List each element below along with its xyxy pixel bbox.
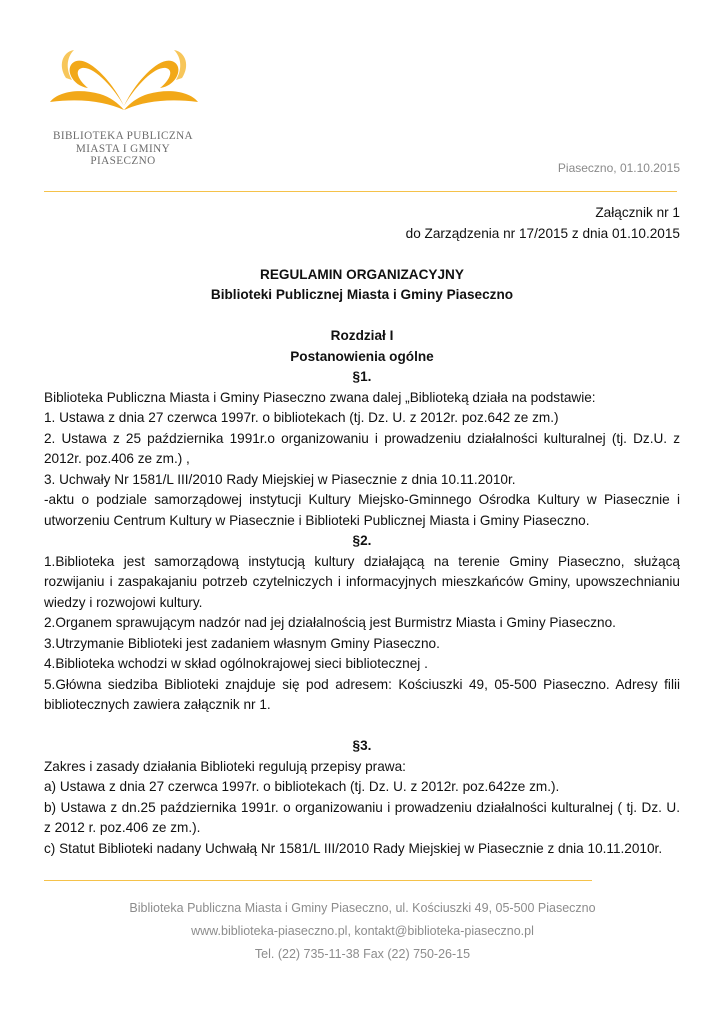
section-heading: §3.: [352, 738, 372, 753]
paragraph: 3. Uchwały Nr 1581/L III/2010 Rady Miejskiej w Piasecznie z dnia 10.11.2010r.: [44, 471, 516, 487]
section-heading: §1.: [352, 369, 372, 384]
paragraph: c) Statut Biblioteki nadany Uchwałą Nr 1581/L III/2010 Rady Miejskiej w Piasecznie z dnia 10.11.2010r.: [44, 840, 663, 856]
paragraph: a) Ustawa z dnia 27 czerwca 1997r. o bibliotekach (tj. Dz. U. z 2012r. poz.642ze zm.).: [44, 779, 560, 794]
footer-phone: Tel. (22) 735-11-38 Fax (22) 750-26-15: [254, 947, 471, 961]
footer-address: Biblioteka Publiczna Miasta i Gminy Piaseczno, ul. Kościuszki 49, 05-500 Piaseczno: [129, 901, 596, 915]
footer-divider: [44, 880, 592, 881]
library-logo: [38, 44, 208, 179]
paragraph: 5.Główna siedziba Biblioteki znajduje się pod adresem: Kościuszki 49, 05-500 Piaseczno. Adresy filii bibliotecznych zawiera załącznik nr 1.: [44, 676, 680, 712]
logo-line-1: BIBLIOTEKA PUBLICZNA: [52, 130, 194, 142]
footer-web-email: www.biblioteka-piaseczno.pl, kontakt@biblioteka-piaseczno.pl: [191, 924, 534, 938]
paragraph: 3.Utrzymanie Biblioteki jest zadaniem własnym Gminy Piaseczno.: [44, 635, 440, 651]
annex-line-2: do Zarządzenia nr 17/2015 z dnia 01.10.2015: [405, 225, 680, 241]
page-footer: [0, 897, 725, 966]
open-book-heart-icon: [44, 44, 204, 116]
document-title: REGULAMIN ORGANIZACYJNY: [260, 266, 464, 282]
header-divider: [44, 191, 677, 192]
document-subtitle: Biblioteki Publicznej Miasta i Gminy Piaseczno: [210, 287, 514, 302]
paragraph: -aktu o podziale samorządowej instytucji Kultury Miejsko-Gminnego Ośrodka Kultury w Piasecznie i utworzeniu Centrum Kultury w Piasecznie i Biblioteki Publicznej Miasta i Gminy Piaseczno.: [44, 492, 680, 528]
paragraph: 1.Biblioteka jest samorządową instytucją kultury działającą na terenie Gminy Piaseczno, służącą rozwijaniu i zaspakajaniu potrzeb czytelniczych i informacyjnych mieszkańców Gminy, upowszechnianiu wiedzy i rozwojowi kultury.: [44, 553, 680, 610]
paragraph: 2.Organem sprawującym nadzór nad jej działalnością jest Burmistrz Miasta i Gminy Piaseczno.: [44, 615, 616, 630]
paragraph: b) Ustawa z dn.25 października 1991r. o organizowaniu i prowadzeniu działalności kulturalnej ( tj. Dz. U. z 2012 r. poz.406 ze zm.).: [44, 799, 680, 835]
document-body: [44, 203, 680, 859]
paragraph: 1. Ustawa z dnia 27 czerwca 1997r. o bibliotekach (tj. Dz. U. z 2012r. poz.642 ze zm.): [44, 410, 559, 425]
paragraph: 2. Ustawa z 25 października 1991r.o organizowaniu i prowadzeniu działalności kulturalnej (tj. Dz.U. z 2012r. poz.406 ze zm.) ,: [44, 430, 680, 466]
section-heading: §2.: [352, 533, 372, 548]
chapter-name: Postanowienia ogólne: [290, 348, 434, 364]
paragraph: Zakres i zasady działania Biblioteki regulują przepisy prawa:: [44, 758, 406, 774]
chapter-number: Rozdział I: [330, 328, 394, 343]
logo-line-3: PIASECZNO: [90, 155, 156, 167]
annex-line-1: Załącznik nr 1: [595, 205, 680, 220]
paragraph: 4.Biblioteka wchodzi w skład ogólnokrajowej sieci bibliotecznej .: [44, 656, 428, 671]
paragraph: Biblioteka Publiczna Miasta i Gminy Piaseczno zwana dalej „Biblioteką działa na podstawie:: [44, 389, 596, 405]
logo-line-2: MIASTA I GMINY: [75, 142, 171, 155]
place-date: Piaseczno, 01.10.2015: [557, 161, 680, 175]
